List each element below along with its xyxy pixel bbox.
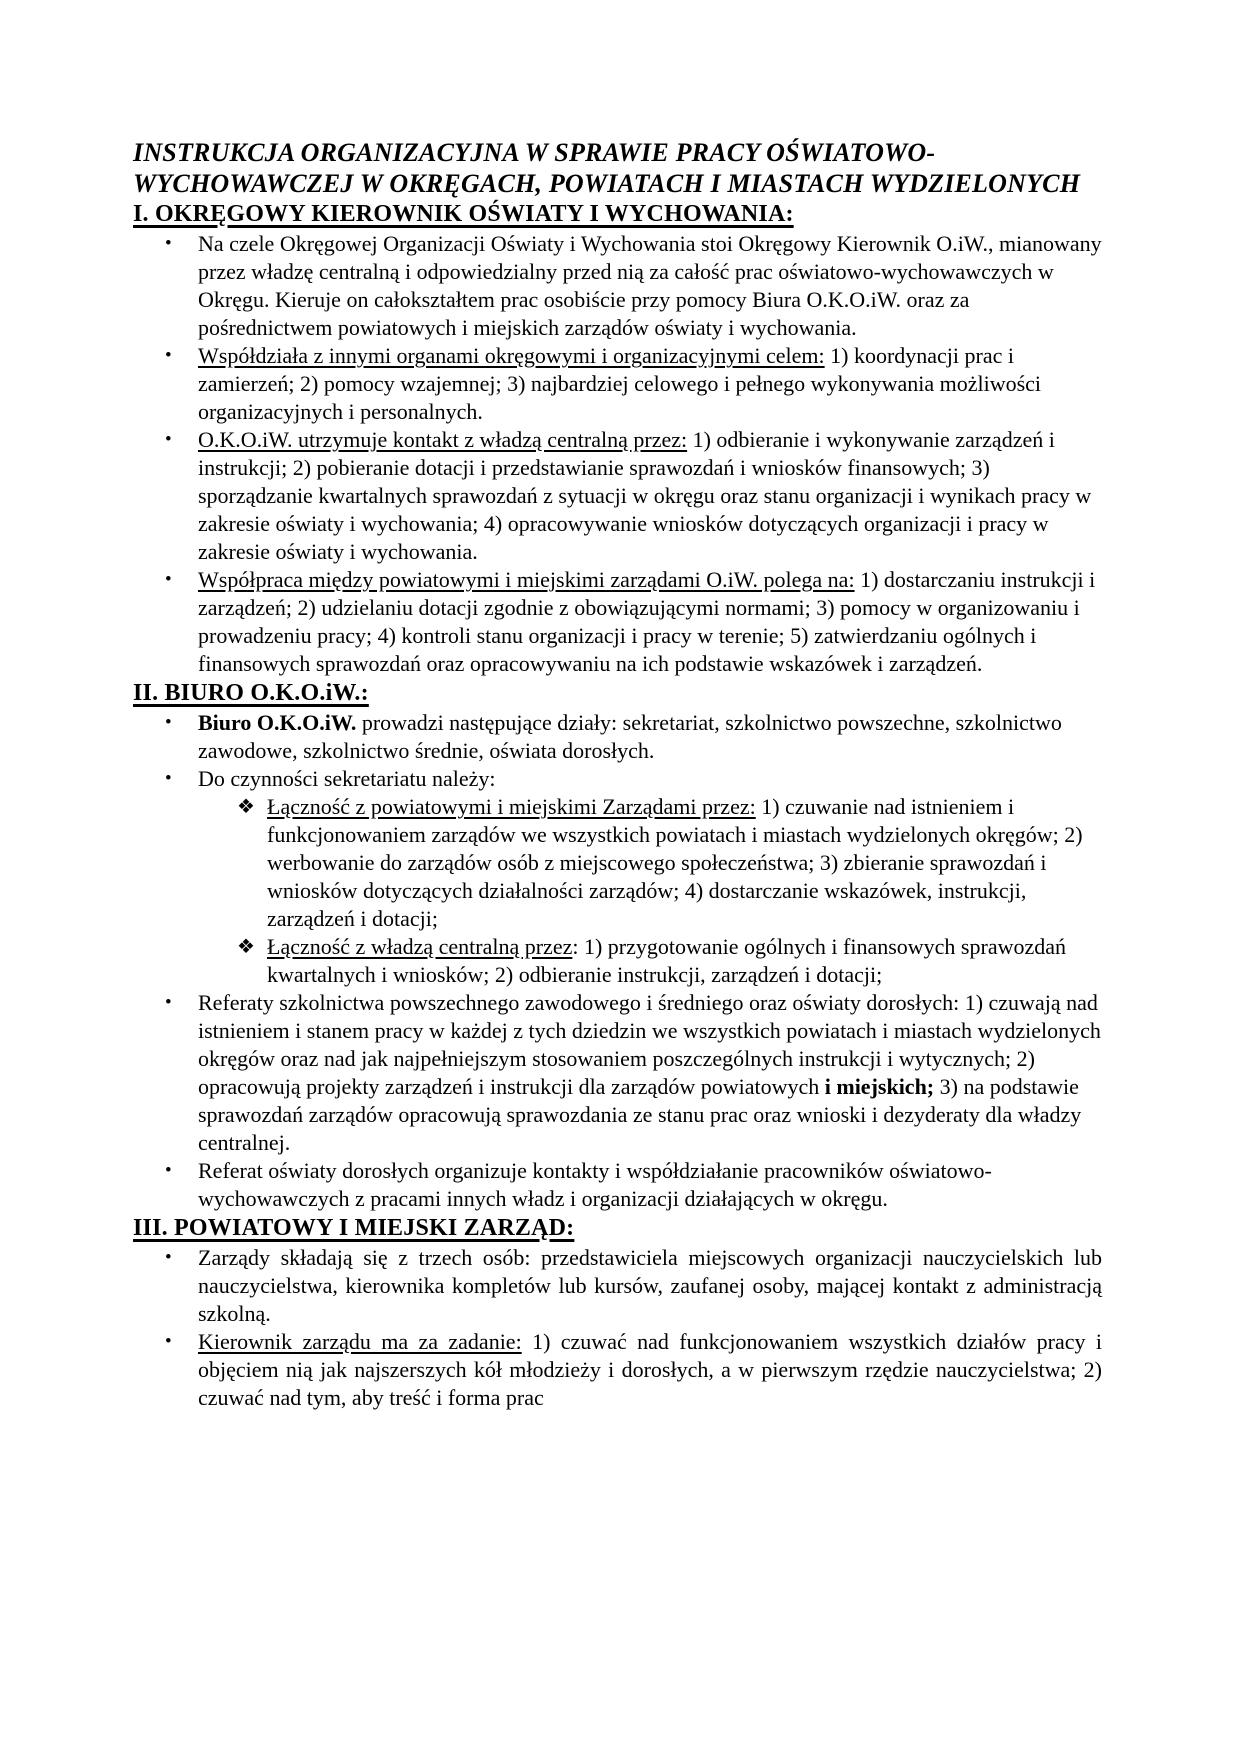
- bullet-icon: •: [165, 345, 172, 366]
- diamond-bullet-icon: ❖: [237, 796, 255, 818]
- list-item: [165, 709, 1102, 765]
- list-item: [165, 566, 1102, 678]
- text-segment-underline: O.K.O.iW. utrzymuje kontakt z władzą centralną przez:: [198, 427, 688, 452]
- list-item-text: [198, 709, 1102, 765]
- list-item: [165, 1157, 1102, 1213]
- text-segment-normal: 1) czuwanie nad istnieniem i funkcjonowaniem zarządów we wszystkich powiatach i miastach wydzielonych okręgów; 2) werbowanie do zarządów osób z miejscowego społeczeństwa; 3) zbieranie sprawozdań i wniosków dotyczących działalności zarządów; 4) dostarczanie wskazówek, instrukcji, zarządzeń i dotacji;: [267, 794, 1083, 931]
- text-segment-normal: Referaty szkolnictwa powszechnego zawodowego i średniego oraz oświaty dorosłych: 1) czuwają nad istnieniem i stanem pracy w każdej z tych dziedzin we wszystkich powiatach i miastach wydzielonych okręgów oraz nad jak najpełniejszym stosowaniem poszczególnych instrukcji i wytycznych; 2) opracowują projekty zarządzeń i instrukcji dla zarządów powiatowych: [198, 990, 1101, 1099]
- text-segment-underline: Współpraca między powiatowymi i miejskimi zarządami O.iW. polega na:: [198, 567, 855, 592]
- bullet-icon: •: [165, 1160, 172, 1181]
- list-item-text: [198, 426, 1102, 566]
- list-item-text: [267, 933, 1102, 989]
- list-item-text: [198, 230, 1102, 342]
- text-segment-normal: 1) koordynacji prac i zamierzeń; 2) pomocy wzajemnej; 3) najbardziej celowego i pełnego wykonywania możliwości organizacyjnych i personalnych.: [198, 343, 1042, 424]
- bullet-icon: •: [165, 1331, 172, 1352]
- text-segment-normal: 3) na podstawie sprawozdań zarządów opracowują sprawozdania ze stanu prac oraz wnioski i dezyderaty dla władzy centralnej.: [198, 1074, 1082, 1155]
- text-segment-normal: 1) czuwać nad funkcjonowaniem wszystkich działów pracy i objęciem nią jak najszerszych kół młodzieży i dorosłych, a w pierwszym rzędzie nauczycielstwa; 2) czuwać nad tym, aby treść i forma prac: [198, 1329, 1102, 1410]
- bullet-icon: •: [165, 569, 172, 590]
- list-item-text: [198, 342, 1102, 426]
- text-segment-normal: prowadzi następujące działy: sekretariat, szkolnictwo powszechne, szkolnictwo zawodowe, szkolnictwo średnie, oświata dorosłych.: [198, 710, 1062, 763]
- section-heading: [133, 1213, 1102, 1244]
- bullet-icon: •: [165, 992, 172, 1013]
- sub-list-item: [237, 793, 1102, 933]
- text-segment-normal: 1) odbieranie i wykonywanie zarządzeń i instrukcji; 2) pobieranie dotacji i przedstawianie sprawozdań i wniosków finansowych; 3) sporządzanie kwartalnych sprawozdań z sytuacji w okręgu oraz stanu organizacji i wynikach pracy w zakresie oświaty i wychowania; 4) opracowywanie wniosków dotyczących organizacji i pracy w zakresie oświaty i wychowania.: [198, 427, 1092, 564]
- list-item-text: [198, 1328, 1102, 1412]
- text-segment-normal: Na czele Okręgowej Organizacji Oświaty i Wychowania stoi Okręgowy Kierownik O.iW., mianowany przez władzę centralną i odpowiedzialny przed nią za całość prac oświatowo-wychowawczych w Okręgu. Kieruje on całokształtem prac osobiście przy pomocy Biura O.K.O.iW. oraz za pośrednictwem powiatowych i miejskich zarządów oświaty i wychowania.: [198, 231, 1102, 340]
- bullet-icon: •: [165, 233, 172, 254]
- text-segment-underline: Łączność z powiatowymi i miejskimi Zarządami przez:: [267, 794, 756, 819]
- list-item: [165, 1328, 1102, 1412]
- sub-list-item: [237, 933, 1102, 989]
- diamond-bullet-icon: ❖: [237, 936, 255, 958]
- text-segment-underline: Łączność z władzą centralną przez: [267, 934, 573, 959]
- bullet-icon: •: [165, 429, 172, 450]
- list-item-text: [198, 765, 1102, 793]
- text-segment-underline: Współdziała z innymi organami okręgowymi i organizacyjnymi celem:: [198, 343, 825, 368]
- section-heading: [133, 678, 1102, 709]
- bullet-icon: •: [165, 1247, 172, 1268]
- list-item: [165, 765, 1102, 793]
- bullet-icon: •: [165, 768, 172, 789]
- bullet-icon: •: [165, 712, 172, 733]
- text-segment-bold: Biuro O.K.O.iW.: [198, 710, 357, 735]
- section-heading-text: I. OKRĘGOWY KIEROWNIK OŚWIATY I WYCHOWANIA:: [133, 201, 794, 227]
- list-item: [165, 1244, 1102, 1328]
- text-segment-normal: : 1) przygotowanie ogólnych i finansowych sprawozdań kwartalnych i wniosków; 2) odbieranie instrukcji, zarządzeń i dotacji;: [267, 934, 1067, 987]
- list-item: [165, 989, 1102, 1157]
- list-item-text: [198, 1244, 1102, 1328]
- section-heading-text: II. BIURO O.K.O.iW.:: [133, 680, 369, 706]
- list-item-text: [198, 1157, 1102, 1213]
- text-segment-normal: Zarządy składają się z trzech osób: przedstawiciela miejscowych organizacji nauczycielskich lub nauczycielstwa, kierownika kompletów lub kursów, zaufanej osoby, mającej kontakt z administracją szkolną.: [198, 1245, 1102, 1326]
- text-segment-normal: 1) dostarczaniu instrukcji i zarządzeń; 2) udzielaniu dotacji zgodnie z obowiązującymi normami; 3) pomocy w organizowaniu i prowadzeniu pracy; 4) kontroli stanu organizacji i pracy w terenie; 5) zatwierdzaniu ogólnych i finansowych sprawozdań oraz opracowywaniu na ich podstawie wskazówek i zarządzeń.: [198, 567, 1096, 676]
- list-item: [165, 230, 1102, 342]
- list-item-text: [198, 989, 1102, 1157]
- document-title-line-1: INSTRUKCJA ORGANIZACYJNA W SPRAWIE PRACY OŚWIATOWO-: [133, 138, 936, 167]
- list-item-text: [198, 566, 1102, 678]
- text-segment-normal: Referat oświaty dorosłych organizuje kontakty i współdziałanie pracowników oświatowo-wychowawczych z pracami innych władz i organizacji działających w okręgu.: [198, 1158, 992, 1211]
- list-item-text: [267, 793, 1102, 933]
- document-body: [133, 199, 1102, 1412]
- document-title-line-2: WYCHOWAWCZEJ W OKRĘGACH, POWIATACH I MIASTACH WYDZIELONYCH: [133, 169, 1081, 198]
- text-segment-bold: i miejskich;: [824, 1074, 935, 1099]
- section-heading-text: III. POWIATOWY I MIEJSKI ZARZĄD:: [133, 1215, 575, 1241]
- list-item: [165, 426, 1102, 566]
- text-segment-underline: Kierownik zarządu ma za zadanie:: [198, 1329, 522, 1354]
- document-title: [133, 137, 1102, 199]
- text-segment-normal: Do czynności sekretariatu należy:: [198, 766, 496, 791]
- list-item: [165, 342, 1102, 426]
- section-heading: [133, 199, 1102, 230]
